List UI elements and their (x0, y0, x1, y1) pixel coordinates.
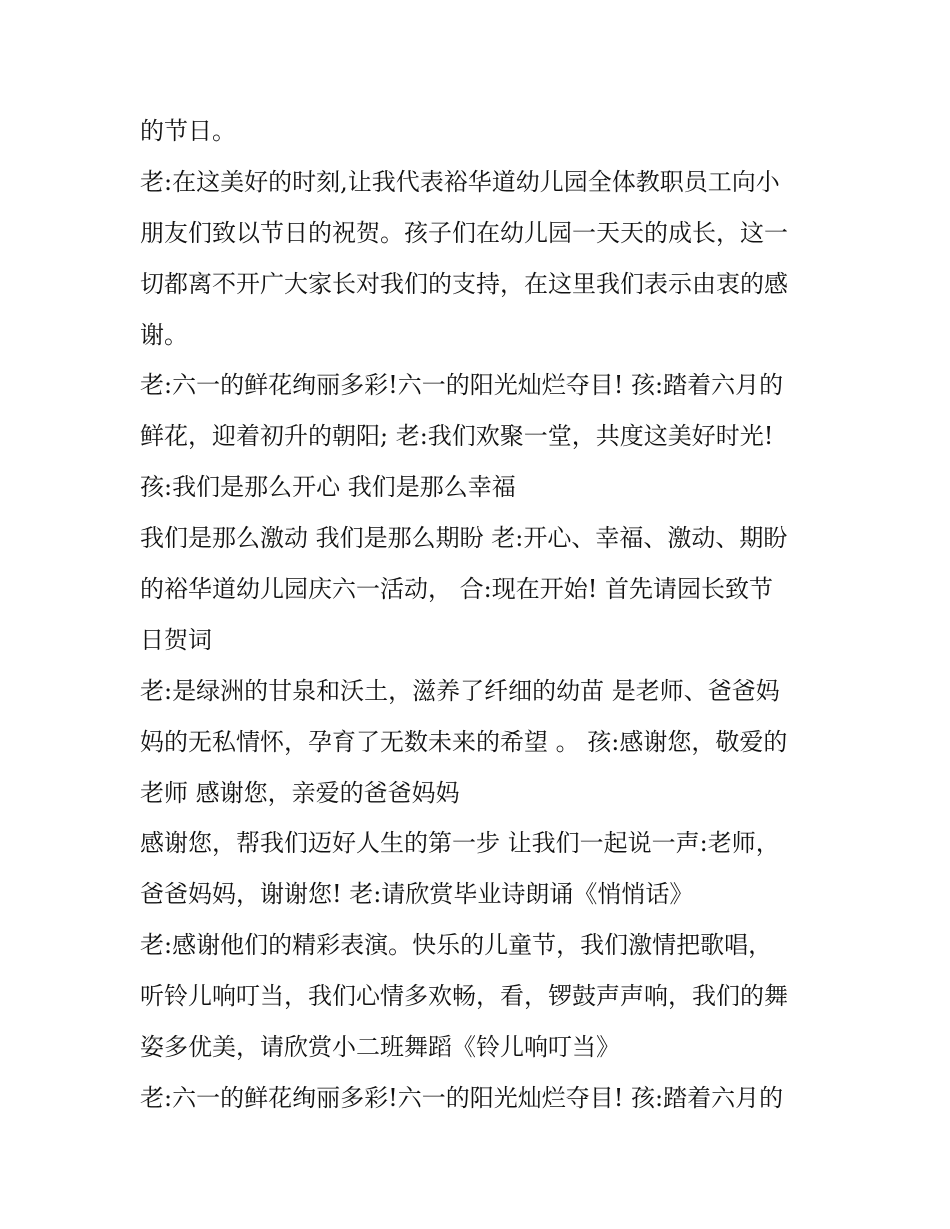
text-line: 老:六一的鲜花绚丽多彩!六一的阳光灿烂夺目! 孩:踏着六月的 (140, 371, 784, 400)
text-line: 老:六一的鲜花绚丽多彩!六一的阳光灿烂夺目! 孩:踏着六月的 (140, 1083, 784, 1112)
text-line: 的节日。 (140, 117, 236, 145)
text-line: 孩:我们是那么开心 我们是那么幸福 (140, 473, 516, 502)
text-line: 老:感谢他们的精彩表演。快乐的儿童节，我们激情把歌唱， (140, 931, 773, 960)
document-body (140, 106, 820, 1124)
text-line: 感谢您，帮我们迈好人生的第一步 让我们一起说一声:老师， (140, 829, 780, 858)
text-line: 爸爸妈妈，谢谢您! 老:请欣赏毕业诗朗诵《悄悄话》 (140, 880, 694, 909)
text-line: 妈的无私情怀，孕育了无数未来的希望 。 孩:感谢您，敬爱的 (140, 727, 788, 756)
text-line: 老:是绿洲的甘泉和沃土，滋养了纤细的幼苗 是老师、爸爸妈 (140, 676, 780, 705)
text-line: 日贺词 (140, 625, 212, 654)
text-line: 听铃儿响叮当，我们心情多欢畅，看，锣鼓声声响，我们的舞 (140, 982, 788, 1011)
text-line: 切都离不开广大家长对我们的支持，在这里我们表示由衷的感 (140, 269, 788, 298)
text-line: 老:在这美好的时刻,让我代表裕华道幼儿园全体教职员工向小 (140, 167, 780, 196)
text-line: 我们是那么激动 我们是那么期盼 老:开心、幸福、激动、期盼 (140, 524, 788, 553)
text-line: 鲜花，迎着初升的朝阳; 老:我们欢聚一堂，共度这美好时光! (140, 422, 774, 451)
text-line: 的裕华道幼儿园庆六一活动， 合:现在开始! 首先请园长致节 (140, 575, 773, 604)
text-line: 谢。 (140, 320, 188, 349)
text-line: 老师 感谢您，亲爱的爸爸妈妈 (140, 778, 460, 807)
text-line: 朋友们致以节日的祝贺。孩子们在幼儿园一天天的成长，这一 (140, 218, 788, 247)
text-line: 姿多优美，请欣赏小二班舞蹈《铃儿响叮当》 (140, 1033, 620, 1062)
